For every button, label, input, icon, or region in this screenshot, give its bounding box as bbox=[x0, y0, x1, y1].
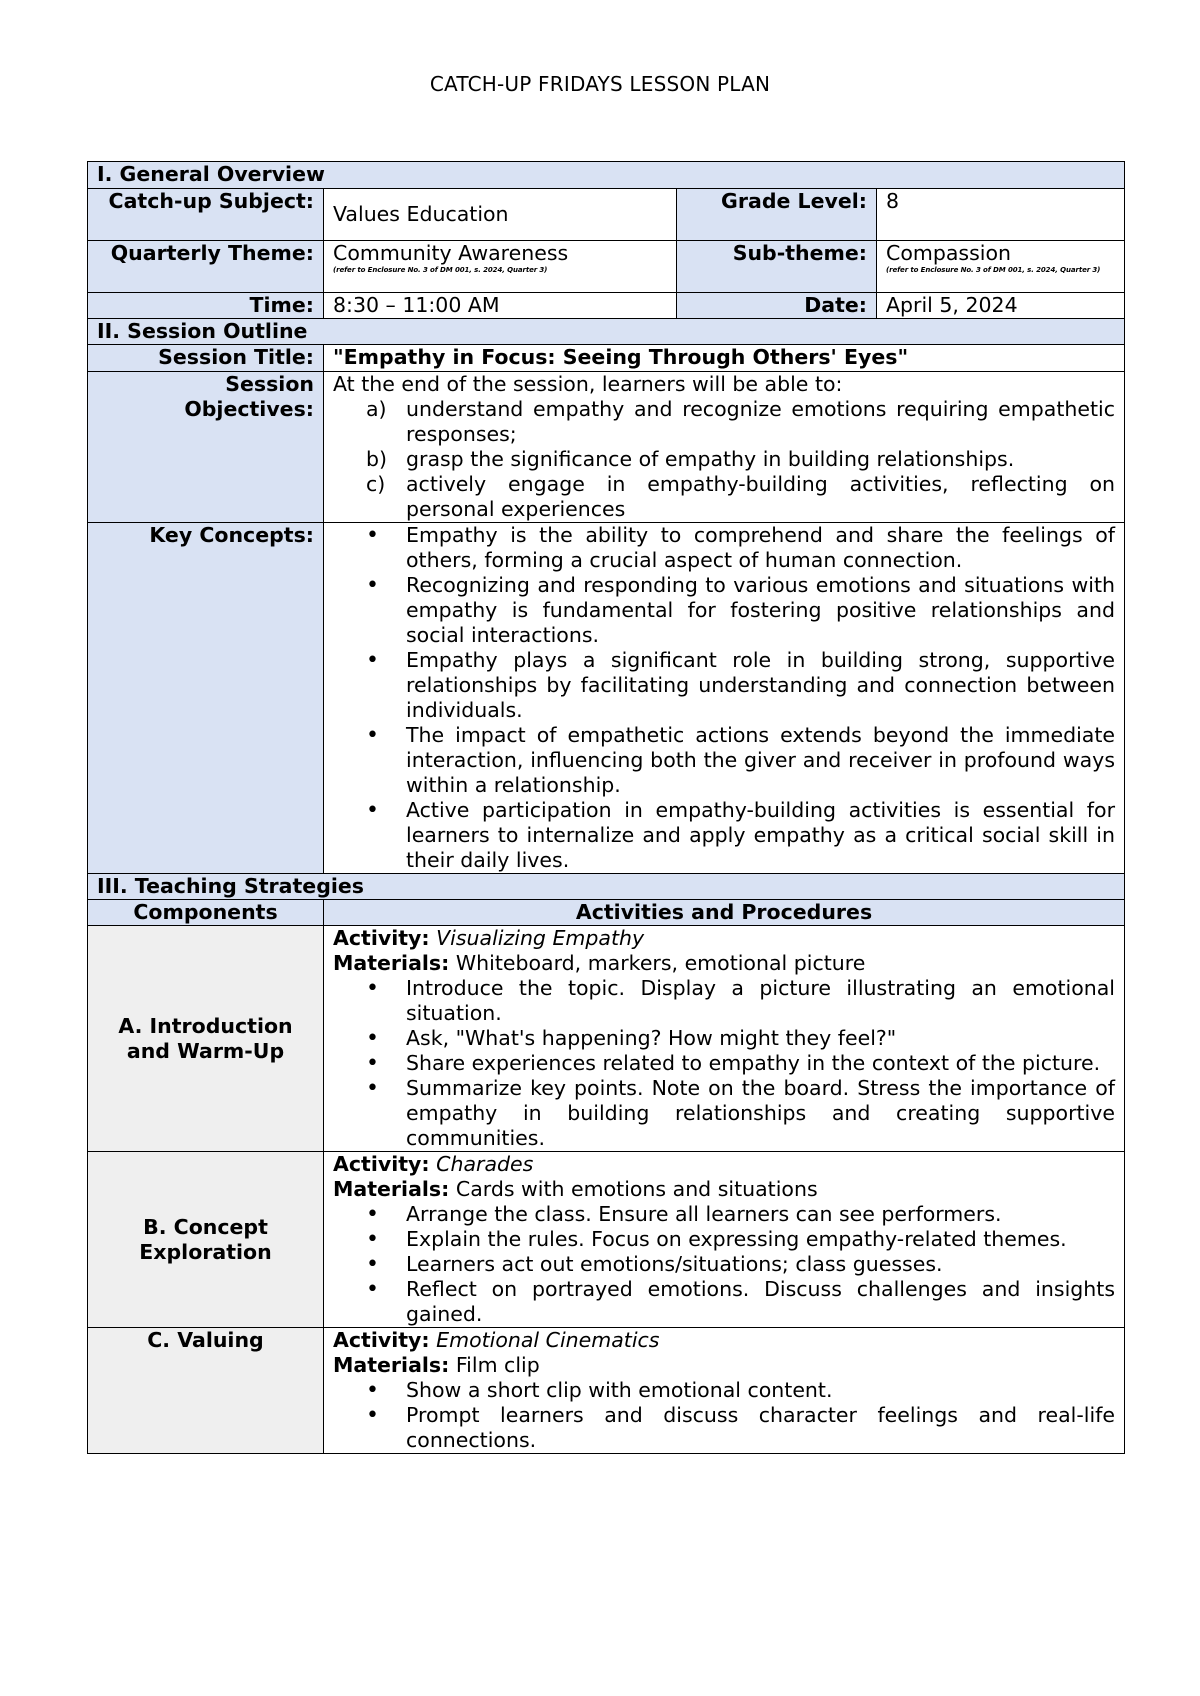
theme-note: (refer to Enclosure No. 3 of DM 001, s. 2024, Quarter 3) bbox=[333, 266, 548, 274]
section-heading-strategies: III. Teaching Strategies bbox=[88, 874, 1125, 900]
activity-name: Visualizing Empathy bbox=[436, 926, 645, 950]
step-item: • Summarize key points. Note on the board. Stress the importance of empathy in building relationships and creating supportive communities. bbox=[406, 1076, 1115, 1151]
subtheme-note: (refer to Enclosure No. 3 of DM 001, s. 2024, Quarter 3) bbox=[886, 266, 1101, 274]
step-item: • Share experiences related to empathy in the context of the picture. bbox=[406, 1051, 1115, 1076]
key-concepts-list bbox=[333, 523, 1115, 873]
concept-item: • Active participation in empathy-building activities is essential for learners to internalize and apply empathy as a critical social skill in their daily lives. bbox=[406, 798, 1115, 873]
step-item: • Ask, "What's happening? How might they feel?" bbox=[406, 1026, 1115, 1051]
materials-text: Film clip bbox=[455, 1353, 540, 1377]
step-item: • Explain the rules. Focus on expressing empathy-related themes. bbox=[406, 1227, 1115, 1252]
concept-item: • Recognizing and responding to various emotions and situations with empathy is fundamental for fostering positive relationships and social interactions. bbox=[406, 573, 1115, 648]
subject-label: Catch-up Subject: bbox=[88, 189, 324, 241]
concept-item: • Empathy is the ability to comprehend and share the feelings of others, forming a crucial aspect of human connection. bbox=[406, 523, 1115, 573]
theme-label: Quarterly Theme: bbox=[88, 241, 324, 293]
materials-text: Whiteboard, markers, emotional picture bbox=[455, 951, 866, 975]
objective-item: b) grasp the significance of empathy in building relationships. bbox=[366, 447, 1015, 471]
col-header-components: Components bbox=[88, 900, 324, 926]
objective-item: a) understand empathy and recognize emotions requiring empathetic responses; bbox=[366, 397, 1115, 446]
objectives-list bbox=[333, 397, 1115, 522]
concept-item: • Empathy plays a significant role in building strong, supportive relationships by facilitating understanding and connection between individuals. bbox=[406, 648, 1115, 723]
objectives-intro: At the end of the session, learners will be able to: bbox=[333, 372, 843, 396]
procedure-cell: Activity: Charades Materials: Cards with emotions and situations • Arrange the class. Ensure all learners can see performers. • Explain the rules. Focus on expressing empathy-related themes. • Learners act out emotions/situations; class guesses. • Reflect on portrayed emotions. Discuss challenges and insights gained. bbox=[324, 1152, 1125, 1328]
step-item: • Introduce the topic. Display a picture illustrating an emotional situation. bbox=[406, 976, 1115, 1026]
step-item: • Reflect on portrayed emotions. Discuss challenges and insights gained. bbox=[406, 1277, 1115, 1327]
procedure-steps bbox=[333, 1202, 1115, 1327]
subtheme-cell bbox=[877, 241, 1125, 293]
step-item: • Show a short clip with emotional content. bbox=[406, 1378, 1115, 1403]
component-concept-exploration: B. Concept Exploration bbox=[88, 1152, 324, 1328]
key-concepts-cell bbox=[324, 523, 1125, 874]
materials-text: Cards with emotions and situations bbox=[455, 1177, 818, 1201]
procedure-steps bbox=[333, 976, 1115, 1151]
theme-cell bbox=[324, 241, 677, 293]
session-title-label: Session Title: bbox=[88, 345, 324, 372]
objective-item: c) actively engage in empathy-building activities, reflecting on personal experiences bbox=[366, 472, 1115, 521]
lesson-plan-table bbox=[87, 161, 1125, 1454]
activity-name: Emotional Cinematics bbox=[436, 1328, 660, 1352]
procedure-cell: Activity: Visualizing Empathy Materials: Whiteboard, markers, emotional picture • Introduce the topic. Display a picture illustrating an emotional situation. • Ask, "What's happening? How might they feel?" • Share experiences related to empathy in the context of the picture. • Summarize key points. Note on the board. Stress the importance of empathy in building relationships and creating supportive communities. bbox=[324, 926, 1125, 1152]
concept-item: • The impact of empathetic actions extends beyond the immediate interaction, influencing both the giver and receiver in profound ways within a relationship. bbox=[406, 723, 1115, 798]
grade-value: 8 bbox=[877, 189, 1125, 241]
section-heading-general: I. General Overview bbox=[88, 162, 1125, 189]
procedure-steps bbox=[333, 1378, 1115, 1453]
date-label: Date: bbox=[677, 293, 877, 319]
session-title-value: "Empathy in Focus: Seeing Through Others' Eyes" bbox=[324, 345, 1125, 372]
step-item: • Learners act out emotions/situations; class guesses. bbox=[406, 1252, 1115, 1277]
objectives-cell bbox=[324, 372, 1125, 523]
col-header-activities: Activities and Procedures bbox=[324, 900, 1125, 926]
objectives-label: Session Objectives: bbox=[88, 372, 324, 523]
theme-value: Community Awareness bbox=[333, 241, 569, 265]
section-heading-outline: II. Session Outline bbox=[88, 319, 1125, 345]
date-value: April 5, 2024 bbox=[877, 293, 1125, 319]
grade-label: Grade Level: bbox=[677, 189, 877, 241]
key-concepts-label: Key Concepts: bbox=[88, 523, 324, 874]
document-title: CATCH-UP FRIDAYS LESSON PLAN bbox=[429, 72, 771, 96]
subtheme-label: Sub-theme: bbox=[677, 241, 877, 293]
step-item: • Arrange the class. Ensure all learners can see performers. bbox=[406, 1202, 1115, 1227]
time-label: Time: bbox=[88, 293, 324, 319]
step-item: • Prompt learners and discuss character feelings and real-life connections. bbox=[406, 1403, 1115, 1453]
component-valuing: C. Valuing bbox=[88, 1328, 324, 1454]
activity-name: Charades bbox=[436, 1152, 534, 1176]
time-value: 8:30 – 11:00 AM bbox=[324, 293, 677, 319]
procedure-cell: Activity: Emotional Cinematics Materials: Film clip • Show a short clip with emotional content. • Prompt learners and discuss character feelings and real-life connections. bbox=[324, 1328, 1125, 1454]
subject-value: Values Education bbox=[324, 189, 677, 241]
component-introduction: A. Introduction and Warm-Up bbox=[88, 926, 324, 1152]
subtheme-value: Compassion bbox=[886, 241, 1011, 265]
